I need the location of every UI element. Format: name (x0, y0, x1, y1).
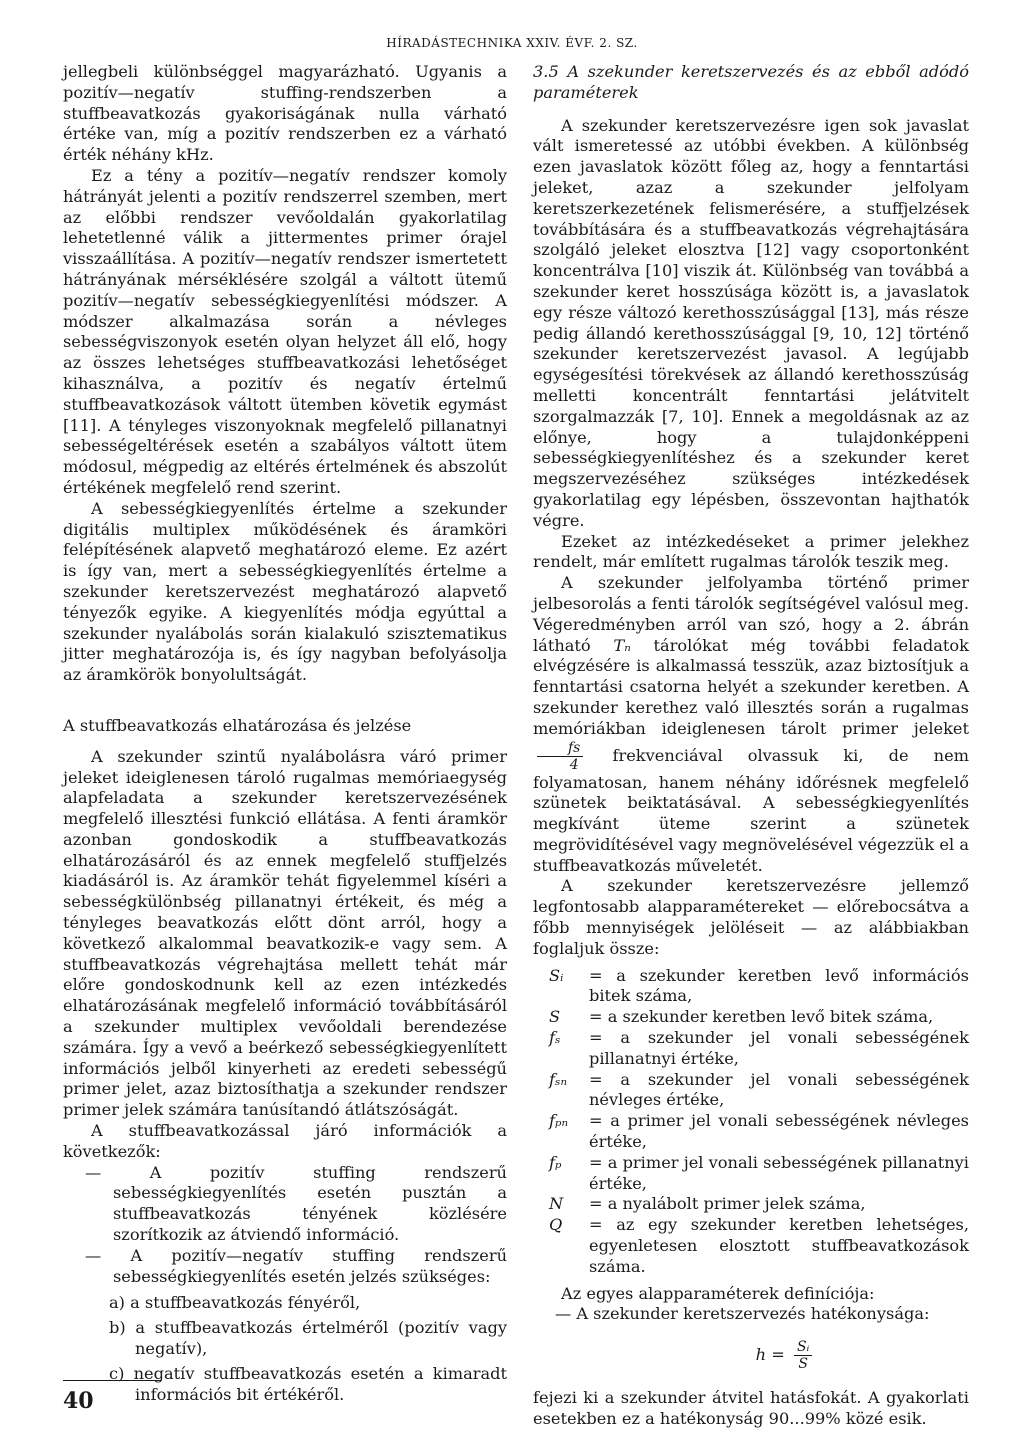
paragraph: A szekunder keretszervezésre igen sok javaslat vált ismeretessé az utóbbi években. A különbség ezen javaslatok között főleg az, hogy a fenntartási jeleket, azaz a szekunder jelfolyam keretszerkezetének felismerésére, a stuffjelzések továbbítására és a stuffbeavatkozás végrehajtására szolgáló jeleket elosztva [12] vagy csoportonként koncentrálva [10] viszik át. Különbség van továbbá a szekunder keret hosszúsága között is, a javaslatok egy része változó kerethosszúsággal [13], más része pedig állandó kerethosszúsággal [9, 10, 12] történő szekunder keretszervezést javasol. A legújabb egységesítési törekvések az állandó kerethosszúság melletti koncentrált fenntartási jelátvitelt szorgalmazzák [7, 10]. Ennek a megoldásnak az az előnye, hogy a tulajdonképpeni sebességkiegyenlítéshez és a szekunder keret megszervezéséhez szükséges intézkedések gyakorlatilag egy lépésben, összevontan hajthatók végre. (533, 115, 969, 530)
paragraph: A stuffbeavatkozással járó információk a következők: (63, 1121, 507, 1161)
fraction (537, 740, 583, 773)
symbol: fₚ (549, 1152, 562, 1172)
paragraph: A szekunder szintű nyalábolásra váró primer jeleket ideiglenesen tároló rugalmas memóriaegység alapfeladata a szekunder keretszervezésének megfelelő illesztési funkció ellátása. A fenti áramkör azonban gondoskodik a stuffbeavatkozás elhatározásáról és az ennek megfelelő stuffjelzés kiadásáról is. Az áramkör tehát figyelemmel kíséri a sebességkülönbség pillanatnyi értékeit, és még a tényleges beavatkozás előtt dönt arról, hogy a következő alkalommal beavatkozik-e vagy sem. A stuffbeavatkozás végrehajtása mellett tehát már előre gondoskodnunk kell az ezen intézkedés elhatározásának megfelelő információ továbbításáról a szekunder multiplex vevőoldali berendezése számára. Így a vevő a beérkező sebességkiegyenlített információs jelből kinyerheti az eredeti sebességű primer jelet, azaz biztosíthatja a szekunder rendszer primer jelek számára tanúsítandó átlátszóságát. (63, 746, 507, 1120)
symbol-definition (549, 1007, 969, 1028)
symbol-text: = a szekunder jel vonali sebességének pillanatnyi értéke, (589, 1028, 969, 1068)
efficiency-formula (603, 1339, 969, 1372)
formula-numerator: Sᵢ (794, 1339, 812, 1356)
symbol-definition (549, 1215, 969, 1277)
fraction-denominator: 4 (569, 756, 579, 773)
symbol-definition (549, 1070, 969, 1112)
symbol: N (549, 1194, 564, 1214)
text-run: tárolókat még további feladatok elvégzésére is alkalmassá tesszük, azaz biztosítjuk a fenntartási csatorna helyét a szekunder keretben. A szekunder kerethez való illesztés során a rugalmas memóriákban ideiglenesen tárolt primer jeleket (533, 635, 969, 738)
paragraph (533, 573, 969, 876)
symbol-definition (549, 1028, 969, 1070)
symbol-text: = a primer jel vonali sebességének névleges értéke, (589, 1111, 969, 1152)
paragraph: Az egyes alapparaméterek definíciója: (561, 1283, 875, 1303)
symbol: fₚₙ (549, 1111, 569, 1131)
symbol: Sᵢ (549, 965, 564, 985)
enumerated-item: c) negatív stuffbeavatkozás esetén a kimaradt információs bit értékéről. (109, 1363, 507, 1404)
paragraph: fejezi ki a szekunder átvitel hatásfokát. A gyakorlati esetekben ez a hatékonyság 90...99% közé esik. (533, 1388, 969, 1429)
symbol-text: = a nyalábolt primer jelek száma, (589, 1194, 866, 1214)
symbol: Q (549, 1215, 563, 1235)
running-header: HÍRADÁSTECHNIKA XXIV. ÉVF. 2. SZ. (386, 36, 638, 50)
paragraph: Ezeket az intézkedéseket a primer jelekhez rendelt, már említett rugalmas tárolók teszik meg. (533, 531, 969, 572)
symbol-definition (549, 1153, 969, 1195)
symbol-text: = a szekunder keretben levő bitek száma, (589, 1007, 934, 1027)
formula-lhs: h = (755, 1345, 785, 1365)
symbol: fₛₙ (549, 1069, 568, 1089)
text-run: A szekunder jelfolyamba történő primer jelbesorolás a fenti tárolók segítségével valósul meg. Végeredményben arról van szó, hogy a 2. ábrán látható (533, 573, 969, 655)
page-number: 40 (63, 1388, 94, 1414)
section-heading: 3.5 A szekunder keretszervezés és az ebből adódó paraméterek (533, 62, 969, 102)
paragraph: A sebességkiegyenlítés értelme a szekunder digitális multiplex működésének és áramköri felépítésének alapvető meghatározó eleme. Ez azért is így van, mert a sebességkiegyenlítés értelme a szekunder keretszervezést meghatározó alapvető tényezők egyike. A kiegyenlítés módja egyúttal a szekunder nyalábolás során kialakuló szisztematikus jitter meghatározója is, és így nagyban befolyásolja az áramkörök bonyolultságát. (63, 498, 507, 685)
right-column (533, 62, 969, 1430)
formula-denominator: S (798, 1356, 808, 1373)
text-run: frekvenciával olvassuk ki, de nem folyamatosan, hanem néhány időrésnek megfelelő szünetek beiktatásával. A sebességkiegyenlítés megkívánt üteme szerint a szünetek megrövidítésével vagy megnövelésével végezzük el a stuffbeavatkozás műveletét. (533, 745, 969, 875)
left-column (63, 62, 507, 1405)
tn-symbol: Tₙ (613, 635, 631, 655)
symbol-definition (549, 1111, 969, 1153)
dash-list-item: — A szekunder keretszervezés hatékonysága: (555, 1304, 930, 1324)
section-heading: A stuffbeavatkozás elhatározása és jelzése (63, 715, 412, 735)
dash-list-item: — A pozitív—negatív stuffing rendszerű sebességkiegyenlítés esetén jelzés szükséges: (85, 1245, 507, 1286)
symbol-text: = a szekunder keretben levő információs bitek száma, (589, 965, 969, 1006)
symbol-definition (549, 966, 969, 1008)
symbol: fₛ (549, 1028, 561, 1048)
fraction-numerator: fs (537, 740, 583, 757)
symbol: S (549, 1007, 561, 1027)
enumerated-item: b) a stuffbeavatkozás értelméről (pozitív vagy negatív), (109, 1318, 507, 1359)
enumerated-item: a) a stuffbeavatkozás fényéről, (109, 1293, 361, 1313)
symbol-text: = az egy szekunder keretben lehetséges, egyenletesen elosztott stuffbeavatkozások száma. (589, 1215, 969, 1276)
footer-rule (63, 1380, 161, 1381)
formula-fraction (794, 1339, 812, 1372)
paragraph: jellegbeli különbséggel magyarázható. Ugyanis a pozitív—negatív stuffing-rendszerben a stuffbeavatkozás gyakoriságának nulla várható értéke van, míg a pozitív rendszerben ez a várható érték néhány kHz. (63, 62, 507, 165)
dash-list-item: — A pozitív stuffing rendszerű sebességkiegyenlítés esetén pusztán a stuffbeavatkozás tényének közlésére szorítkozik az átviendő információ. (85, 1162, 507, 1245)
symbol-definition (549, 1194, 969, 1215)
paragraph: Ez a tény a pozitív—negatív rendszer komoly hátrányát jelenti a pozitív rendszerrel szemben, mert az előbbi rendszer vevőoldalán gyakorlatilag lehetetlenné válik a jittermentes primer órajel visszaállítása. A pozitív—negatív rendszer ismertetett hátrányának mérséklésére szolgál a váltott ütemű pozitív—negatív sebességkiegyenlítési módszer. A módszer alkalmazása során a névleges sebességviszonyok esetén olyan helyzet áll elő, hogy az összes lehetséges stuffbeavatkozási lehetőséget kihasználva, a pozitív és negatív értelmű stuffbeavatkozások váltott ütemben követik egymást [11]. A tényleges viszonyoknak megfelelő pillanatnyi sebességeltérések esetén a szabályos váltott ütem módosul, mégpedig az eltérés értelmének és abszolút értékének megfelelő rend szerint. (63, 165, 507, 497)
symbol-text: = a szekunder jel vonali sebességének névleges értéke, (589, 1069, 969, 1110)
symbol-text: = a primer jel vonali sebességének pillanatnyi értéke, (589, 1152, 969, 1193)
paragraph: A szekunder keretszervezésre jellemző legfontosabb alapparamétereket — előrebocsátva a főbb mennyiségek jelöléseit — az alábbiakban foglaljuk össze: (533, 876, 969, 958)
